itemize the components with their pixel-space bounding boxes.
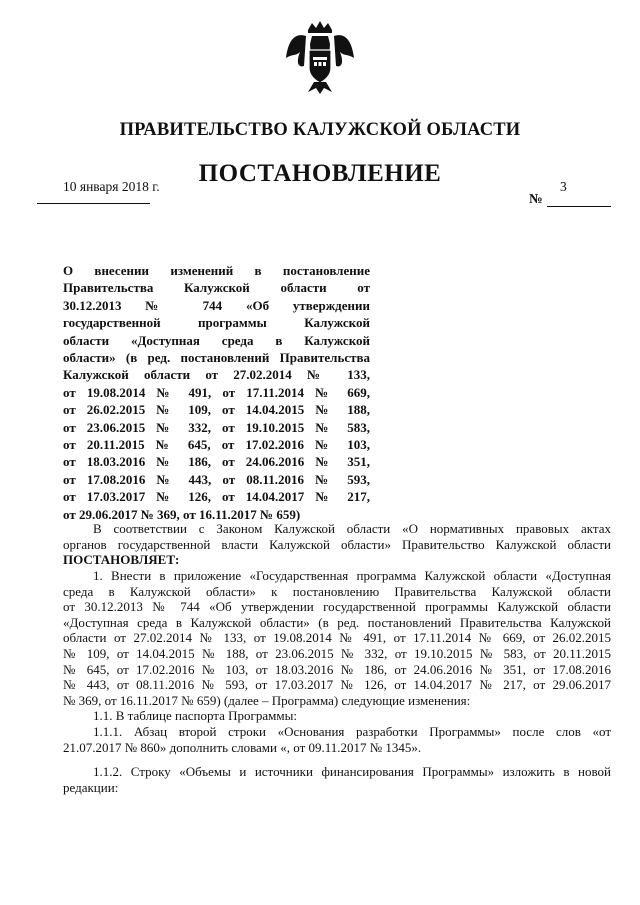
number-underline [547, 206, 611, 207]
document-date: 10 января 2018 г. [63, 179, 160, 194]
item-1-1-1-line: 1.1.1. Абзац второй строки «Основания разработки Программы» после слов «от [93, 724, 611, 739]
document-title [63, 262, 370, 523]
date-underline [37, 203, 150, 204]
item-1-line: № 443, от 08.11.2016 № 593, от 17.03.2017 № 126, от 14.04.2017 № 217, от 29.06.2017 [63, 677, 611, 693]
preamble-paragraph [63, 521, 611, 568]
title-line: Правительства Калужской области от [63, 280, 370, 296]
item-1-line: № 369, от 16.11.2017 № 659) (далее – Программа) следующие изменения: [63, 692, 471, 708]
title-line: от 29.06.2017 № 369, от 16.11.2017 № 659) [63, 506, 301, 522]
item-1-line: 1. Внести в приложение «Государственная программа Калужской области «Доступная [93, 568, 611, 583]
title-line: от 26.02.2015 № 109, от 14.04.2015 № 188, [63, 402, 370, 418]
title-line: от 23.06.2015 № 332, от 19.10.2015 № 583, [63, 419, 370, 435]
document-type: ПОСТАНОВЛЕНИЕ [198, 160, 442, 187]
item-1-line: № 109, от 14.04.2015 № 188, от 23.06.2015 № 332, от 19.10.2015 № 583, от 20.11.2015 [63, 645, 611, 661]
title-line: О внесении изменений в постановление [63, 263, 370, 278]
document-number: 3 [560, 179, 567, 194]
title-line: 30.12.2013 № 744 «Об утверждении [63, 297, 370, 313]
item-1-line: от 30.12.2013 № 744 «Об утверждении государственной программы Калужской области [63, 599, 611, 615]
title-line: Калужской области от 27.02.2014 № 133, [63, 367, 370, 383]
title-line: области «Доступная среда в Калужской [63, 332, 370, 348]
item-1-line: № 645, от 17.02.2016 № 103, от 18.03.2016 № 186, от 24.06.2016 № 351, от 17.08.2016 [63, 661, 611, 677]
title-line: от 19.08.2014 № 491, от 17.11.2014 № 669, [63, 384, 370, 400]
item-1-1-2-line: редакции: [63, 779, 119, 795]
item-1-line: среда в Калужской области» к постановлению Правительства Калужской области [63, 583, 611, 599]
title-line: от 17.03.2017 № 126, от 14.04.2017 № 217, [63, 489, 370, 505]
item-1-1-line: 1.1. В таблице паспорта Программы: [93, 708, 297, 723]
title-line: от 20.11.2015 № 645, от 17.02.2016 № 103, [63, 437, 370, 453]
coat-of-arms-emblem [284, 20, 356, 96]
item-1-1-1-line: 21.07.2017 № 860» дополнить словами «, от 09.11.2017 № 1345». [63, 739, 422, 755]
title-line: государственной программы Калужской [63, 315, 370, 331]
number-sign: № [529, 191, 543, 206]
item-1-line: области от 27.02.2014 № 133, от 19.08.2014 № 491, от 17.11.2014 № 669, от 26.02.2015 [63, 630, 611, 646]
decree-word: ПОСТАНОВЛЯЕТ: [63, 552, 180, 568]
item-1-1-2-line: 1.1.2. Строку «Объемы и источники финансирования Программы» изложить в новой [93, 764, 611, 779]
item-1-line: «Доступная среда в Калужской области» (в ред. постановлений Правительства Калужской [63, 614, 611, 630]
item-1-1-2-paragraph [63, 764, 611, 795]
preamble-line: В соответствии с Законом Калужской области «О нормативных правовых актах [93, 521, 611, 536]
title-line: области» (в ред. постановлений Правительства [63, 350, 370, 366]
title-line: от 17.08.2016 № 443, от 08.11.2016 № 593, [63, 471, 370, 487]
item-1-1-1-paragraph [63, 724, 611, 755]
preamble-line: органов государственной власти Калужской области» Правительство Калужской области [63, 536, 611, 552]
organization-name: ПРАВИТЕЛЬСТВО КАЛУЖСКОЙ ОБЛАСТИ [119, 120, 521, 140]
title-line: от 18.03.2016 № 186, от 24.06.2016 № 351, [63, 454, 370, 470]
item-1-paragraph [63, 568, 611, 708]
item-1-1-paragraph [63, 708, 611, 724]
